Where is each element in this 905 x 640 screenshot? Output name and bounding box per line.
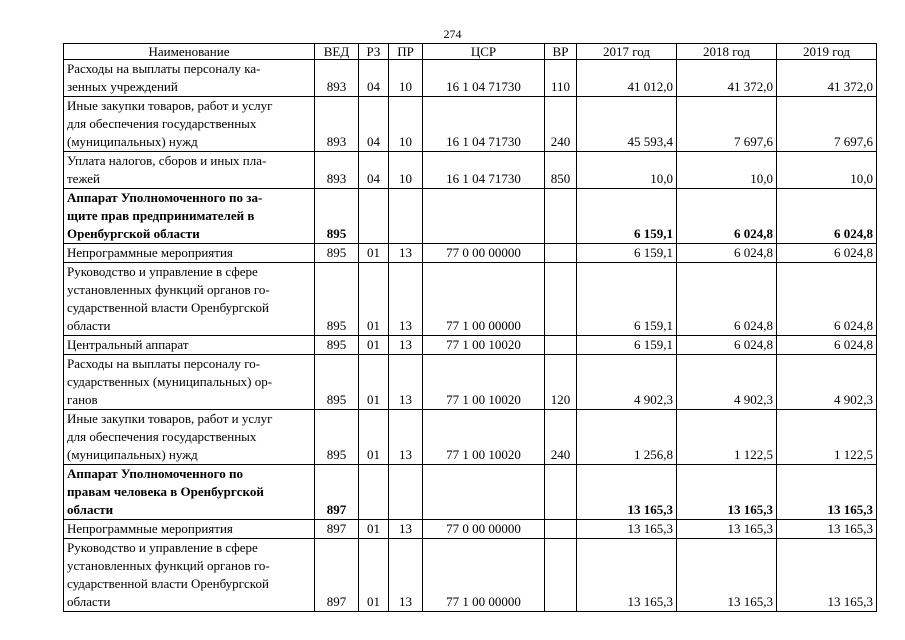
cell-vr — [545, 520, 577, 539]
row-name-line: (муниципальных) нужд — [67, 447, 198, 462]
cell-rz: 04 — [359, 152, 389, 189]
cell-2018: 6 024,8 — [677, 336, 777, 355]
header-csr: ЦСР — [423, 44, 545, 60]
row-name — [64, 152, 315, 189]
cell-vr — [545, 465, 577, 520]
cell-ved: 895 — [315, 410, 359, 465]
cell-2018: 7 697,6 — [677, 97, 777, 152]
row-name-line: Расходы на выплаты персоналу ка- — [67, 61, 261, 76]
cell-pr: 13 — [389, 520, 423, 539]
cell-ved: 895 — [315, 263, 359, 336]
cell-2019: 6 024,8 — [777, 336, 877, 355]
cell-csr: 77 1 00 10020 — [423, 336, 545, 355]
cell-vr: 120 — [545, 355, 577, 410]
header-2018: 2018 год — [677, 44, 777, 60]
cell-2018: 13 165,3 — [677, 539, 777, 612]
table-body — [64, 60, 877, 612]
cell-2018: 13 165,3 — [677, 520, 777, 539]
row-name-line: области — [67, 502, 114, 517]
header-2017: 2017 год — [577, 44, 677, 60]
table-row — [64, 465, 877, 520]
cell-vr: 850 — [545, 152, 577, 189]
cell-ved: 897 — [315, 520, 359, 539]
cell-vr: 110 — [545, 60, 577, 97]
cell-ved: 895 — [315, 244, 359, 263]
cell-2017: 6 159,1 — [577, 244, 677, 263]
row-name — [64, 520, 315, 539]
cell-pr — [389, 189, 423, 244]
cell-csr: 77 1 00 10020 — [423, 410, 545, 465]
cell-pr: 10 — [389, 152, 423, 189]
cell-csr: 16 1 04 71730 — [423, 152, 545, 189]
cell-2019: 13 165,3 — [777, 539, 877, 612]
row-name-line: ганов — [67, 392, 98, 407]
row-name-line: установленных функций органов го- — [67, 558, 270, 573]
cell-2017: 10,0 — [577, 152, 677, 189]
cell-rz: 01 — [359, 355, 389, 410]
cell-2018: 10,0 — [677, 152, 777, 189]
row-name-line: Иные закупки товаров, работ и услуг — [67, 98, 273, 113]
cell-rz: 04 — [359, 97, 389, 152]
cell-ved: 893 — [315, 152, 359, 189]
cell-csr: 77 0 00 00000 — [423, 520, 545, 539]
cell-pr: 13 — [389, 336, 423, 355]
row-name-line: Расходы на выплаты персоналу го- — [67, 356, 261, 371]
cell-vr: 240 — [545, 410, 577, 465]
table-row — [64, 263, 877, 336]
cell-pr: 13 — [389, 244, 423, 263]
header-vr: ВР — [545, 44, 577, 60]
cell-rz: 01 — [359, 539, 389, 612]
cell-pr: 13 — [389, 263, 423, 336]
row-name-line: Уплата налогов, сборов и иных пла- — [67, 153, 267, 168]
cell-2019: 13 165,3 — [777, 520, 877, 539]
cell-vr — [545, 539, 577, 612]
cell-2018: 41 372,0 — [677, 60, 777, 97]
header-pr: ПР — [389, 44, 423, 60]
row-name — [64, 189, 315, 244]
cell-2017: 1 256,8 — [577, 410, 677, 465]
table-row — [64, 97, 877, 152]
cell-rz — [359, 189, 389, 244]
cell-2017: 6 159,1 — [577, 263, 677, 336]
row-name-line: установленных функций органов го- — [67, 282, 270, 297]
cell-csr: 77 0 00 00000 — [423, 244, 545, 263]
cell-pr — [389, 465, 423, 520]
row-name-line: сударственной власти Оренбургской — [67, 576, 269, 591]
cell-2019: 10,0 — [777, 152, 877, 189]
cell-2018: 4 902,3 — [677, 355, 777, 410]
cell-2018: 13 165,3 — [677, 465, 777, 520]
table-row — [64, 336, 877, 355]
cell-2019: 6 024,8 — [777, 263, 877, 336]
row-name-line: области — [67, 594, 111, 609]
row-name-line: тежей — [67, 171, 100, 186]
budget-table — [63, 43, 877, 612]
cell-2019: 6 024,8 — [777, 244, 877, 263]
table-row — [64, 60, 877, 97]
row-name — [64, 244, 315, 263]
cell-2017: 13 165,3 — [577, 520, 677, 539]
cell-csr — [423, 465, 545, 520]
cell-2017: 6 159,1 — [577, 189, 677, 244]
header-name: Наименование — [64, 44, 315, 60]
cell-2019: 7 697,6 — [777, 97, 877, 152]
cell-rz: 01 — [359, 336, 389, 355]
cell-rz: 01 — [359, 520, 389, 539]
row-name — [64, 539, 315, 612]
cell-ved: 895 — [315, 355, 359, 410]
row-name — [64, 336, 315, 355]
row-name — [64, 355, 315, 410]
cell-2018: 6 024,8 — [677, 189, 777, 244]
cell-2017: 45 593,4 — [577, 97, 677, 152]
cell-2017: 13 165,3 — [577, 465, 677, 520]
table-row — [64, 244, 877, 263]
row-name — [64, 97, 315, 152]
cell-2017: 4 902,3 — [577, 355, 677, 410]
row-name-line: Оренбургской области — [67, 226, 200, 241]
cell-vr — [545, 244, 577, 263]
cell-vr — [545, 263, 577, 336]
cell-ved: 893 — [315, 97, 359, 152]
row-name-line: Аппарат Уполномоченного по за- — [67, 190, 263, 205]
cell-pr: 13 — [389, 355, 423, 410]
cell-csr: 77 1 00 00000 — [423, 539, 545, 612]
row-name-line: правам человека в Оренбургской — [67, 484, 264, 499]
cell-2017: 6 159,1 — [577, 336, 677, 355]
cell-pr: 13 — [389, 539, 423, 612]
cell-2018: 6 024,8 — [677, 244, 777, 263]
cell-rz: 01 — [359, 410, 389, 465]
row-name-line: (муниципальных) нужд — [67, 134, 198, 149]
cell-ved: 895 — [315, 336, 359, 355]
cell-vr — [545, 336, 577, 355]
row-name-line: сударственной власти Оренбургской — [67, 300, 269, 315]
row-name-line: Непрограммные мероприятия — [67, 245, 233, 260]
cell-ved: 893 — [315, 60, 359, 97]
row-name-line: Непрограммные мероприятия — [67, 521, 233, 536]
cell-vr: 240 — [545, 97, 577, 152]
cell-pr: 10 — [389, 97, 423, 152]
cell-2017: 41 012,0 — [577, 60, 677, 97]
cell-2019: 13 165,3 — [777, 465, 877, 520]
row-name-line: Иные закупки товаров, работ и услуг — [67, 411, 273, 426]
cell-rz: 01 — [359, 244, 389, 263]
cell-2019: 4 902,3 — [777, 355, 877, 410]
row-name-line: Центральный аппарат — [67, 337, 189, 352]
row-name-line: Аппарат Уполномоченного по — [67, 466, 243, 481]
cell-pr: 10 — [389, 60, 423, 97]
row-name-line: для обеспечения государственных — [67, 116, 257, 131]
cell-vr — [545, 189, 577, 244]
row-name-line: зенных учреждений — [67, 79, 178, 94]
cell-2019: 6 024,8 — [777, 189, 877, 244]
row-name-line: области — [67, 318, 111, 333]
header-2019: 2019 год — [777, 44, 877, 60]
header-row — [64, 44, 877, 60]
row-name — [64, 60, 315, 97]
cell-2019: 1 122,5 — [777, 410, 877, 465]
cell-2019: 41 372,0 — [777, 60, 877, 97]
row-name-line: для обеспечения государственных — [67, 429, 257, 444]
table-row — [64, 539, 877, 612]
cell-ved: 897 — [315, 539, 359, 612]
cell-csr: 77 1 00 10020 — [423, 355, 545, 410]
cell-2018: 6 024,8 — [677, 263, 777, 336]
cell-csr: 16 1 04 71730 — [423, 97, 545, 152]
table-row — [64, 520, 877, 539]
cell-csr: 16 1 04 71730 — [423, 60, 545, 97]
cell-rz — [359, 465, 389, 520]
row-name-line: Руководство и управление в сфере — [67, 540, 258, 555]
page-number: 274 — [443, 27, 462, 41]
row-name — [64, 410, 315, 465]
row-name — [64, 465, 315, 520]
cell-ved: 897 — [315, 465, 359, 520]
cell-pr: 13 — [389, 410, 423, 465]
row-name-line: сударственных (муниципальных) ор- — [67, 374, 273, 389]
cell-csr: 77 1 00 00000 — [423, 263, 545, 336]
header-ved: ВЕД — [315, 44, 359, 60]
table-row — [64, 410, 877, 465]
row-name-line: Руководство и управление в сфере — [67, 264, 258, 279]
row-name — [64, 263, 315, 336]
cell-ved: 895 — [315, 189, 359, 244]
table-row — [64, 152, 877, 189]
cell-2018: 1 122,5 — [677, 410, 777, 465]
cell-rz: 04 — [359, 60, 389, 97]
header-rz: РЗ — [359, 44, 389, 60]
table-row — [64, 355, 877, 410]
cell-rz: 01 — [359, 263, 389, 336]
table-row — [64, 189, 877, 244]
cell-csr — [423, 189, 545, 244]
row-name-line: щите прав предпринимателей в — [67, 208, 255, 223]
cell-2017: 13 165,3 — [577, 539, 677, 612]
